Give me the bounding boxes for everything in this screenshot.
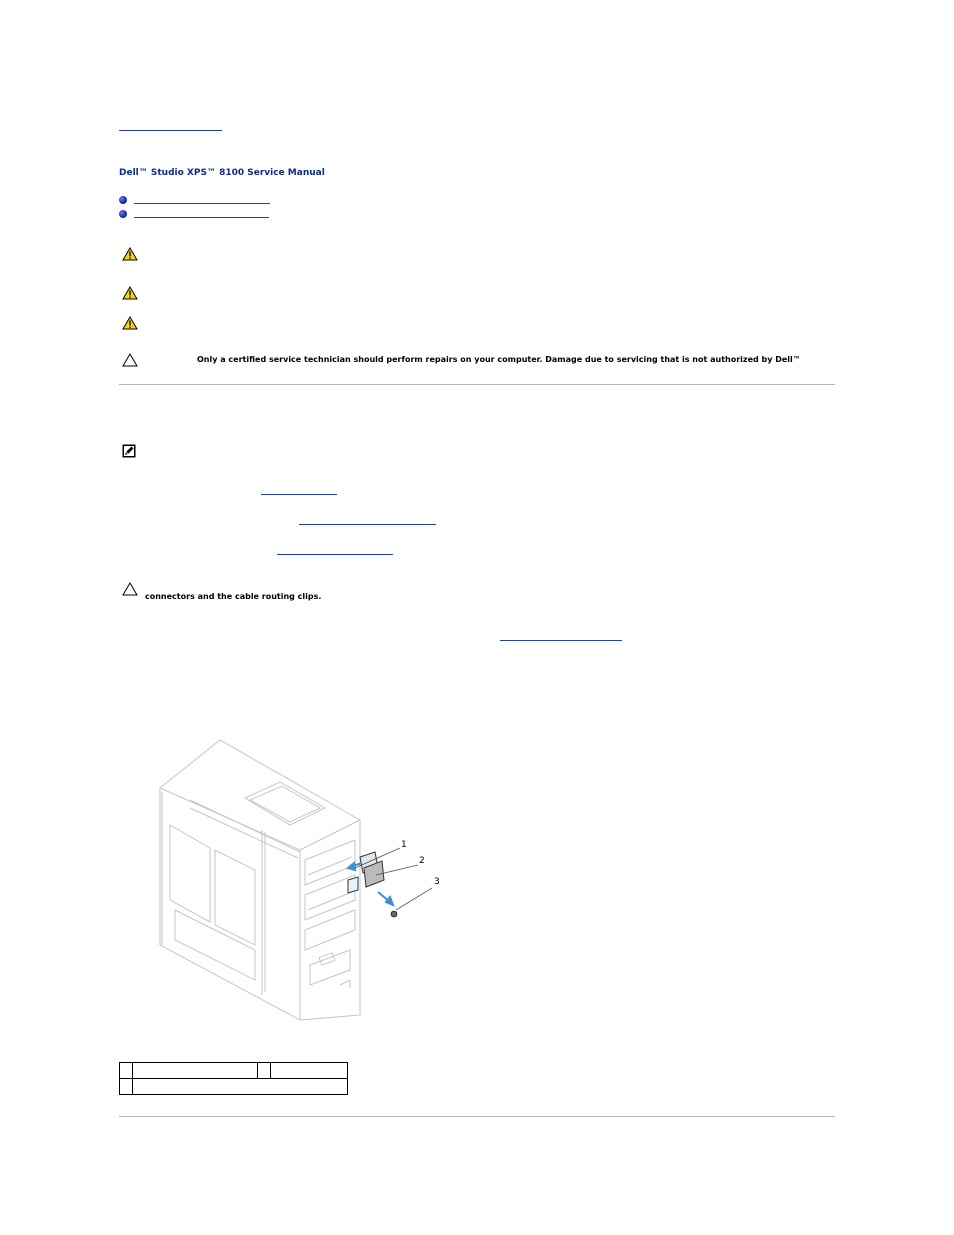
- chassis-illustration: [150, 730, 460, 1030]
- back-to-contents-link[interactable]: [119, 130, 222, 131]
- callout-legend-table: [119, 1062, 348, 1095]
- callout-number: 3: [434, 877, 440, 887]
- caution-routing-text: connectors and the cable routing clips.: [145, 592, 322, 601]
- manual-title: Dell™ Studio XPS™ 8100 Service Manual: [119, 168, 325, 178]
- section-link-replacing[interactable]: [134, 217, 269, 218]
- section-link-removing[interactable]: [134, 203, 270, 204]
- warning-triangle-icon: [122, 286, 138, 300]
- warning-triangle-icon: [122, 316, 138, 330]
- table-row: [120, 1079, 348, 1095]
- note-pencil-icon: [122, 444, 136, 458]
- table-cell: [120, 1079, 133, 1095]
- caution-triangle-icon: [122, 582, 138, 596]
- table-cell: [120, 1063, 133, 1079]
- step-link-4[interactable]: [500, 640, 622, 641]
- horizontal-rule: [119, 1116, 835, 1117]
- caution-triangle-icon: [122, 353, 138, 367]
- table-cell: [258, 1063, 271, 1079]
- horizontal-rule: [119, 384, 835, 385]
- step-link-3[interactable]: [277, 554, 393, 555]
- caution-text: Only a certified service technician should perform repairs on your computer. Damage due to servicing that is not authorized by Dell™: [197, 355, 801, 364]
- bullet-icon: [119, 196, 127, 204]
- warning-triangle-icon: [122, 247, 138, 261]
- callout-number: 1: [401, 840, 407, 850]
- table-cell: [133, 1063, 258, 1079]
- table-row: [120, 1063, 348, 1079]
- callout-number: 2: [419, 856, 425, 866]
- table-cell: [133, 1079, 348, 1095]
- step-link-1[interactable]: [261, 494, 337, 495]
- bullet-icon: [119, 210, 127, 218]
- step-link-2[interactable]: [299, 524, 436, 525]
- table-cell: [271, 1063, 348, 1079]
